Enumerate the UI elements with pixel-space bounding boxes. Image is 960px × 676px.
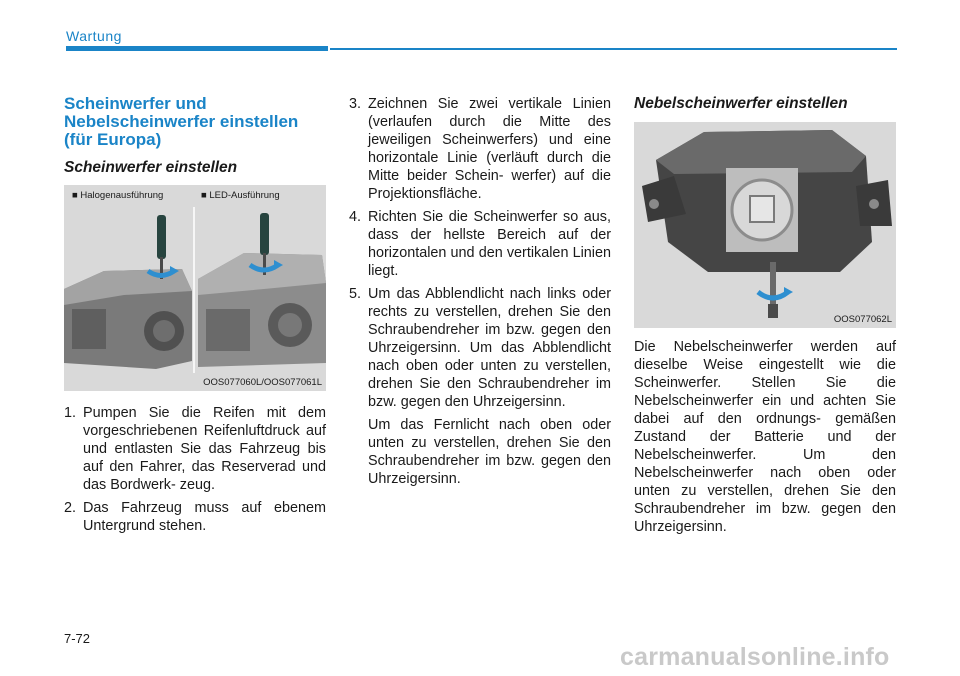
column-2 (349, 95, 611, 493)
steps-list-1 (64, 404, 326, 535)
step-text-continued: Um das Fernlicht nach oben oder unten zu verstellen, drehen Sie den Schraubendreher im bzw. gegen den Uhrzeigersinn. (368, 417, 611, 487)
step-number: 4. (349, 209, 362, 225)
list-item (349, 208, 611, 280)
figure-code: OOS077062L (833, 314, 892, 325)
list-item (64, 404, 326, 494)
section-label: Wartung (66, 28, 122, 44)
watermark: carmanualsonline.info (620, 643, 890, 671)
subsection-title-foglight: Nebelscheinwerfer einstellen (634, 95, 848, 112)
column-3 (634, 95, 896, 536)
step-text: Richten Sie die Scheinwerfer so aus, dass der hellste Bereich auf der horizontalen und den vertikalen Linien liegt. (368, 209, 611, 279)
headlight-illustration (64, 185, 326, 391)
list-item (349, 95, 611, 203)
section-title: Scheinwerfer und Nebelscheinwerfer einstellen (für Europa) (64, 94, 299, 149)
foglight-text: Die Nebelscheinwerfer werden auf dieselbe Weise eingestellt wie die Scheinwerfer. Stellen Sie die Nebelscheinwerfer ein und achten Sie dabei auf den ordnungs- gemäßen Zustand der Batterie und der Nebelscheinwerfer. Um den Nebelscheinwerfer nach oben oder unten zu verstellen, drehen Sie den Schraubendreher im bzw. gegen den Uhrzeigersinn. (634, 339, 896, 535)
subsection-title-headlight: Scheinwerfer einstellen (64, 159, 238, 176)
step-text: Um das Abblendlicht nach links oder rechts zu verstellen, drehen Sie den Schraubendreher im bzw. gegen den Uhrzeigersinn. Um das Abblendlicht nach oben oder unten zu verstellen, drehen Sie den Schraubendreher im bzw. gegen den Uhrzeigersinn. (368, 286, 611, 410)
figure-caption-halogen: ■ Halogenausführung (72, 190, 164, 201)
step-text: Pumpen Sie die Reifen mit dem vorgeschriebenen Reifenluftdruck auf und entlasten Sie das Fahrzeug bis auf den Fahrer, das Reserverad und das Bordwerk- zeug. (83, 405, 326, 493)
list-item (64, 499, 326, 535)
steps-list-2 (349, 95, 611, 488)
foglight-figure (634, 122, 896, 328)
headlight-figure (64, 185, 326, 391)
figure-code: OOS077060L/OOS077061L (203, 377, 322, 388)
foglight-illustration (634, 122, 896, 328)
step-text: Zeichnen Sie zwei vertikale Linien (verlaufen durch die Mitte des jeweiligen Scheinwerfers) und eine horizontale Linie (verläuft durch die Mitte beider Schein- werfer) auf die Projektionsfläche. (368, 96, 611, 202)
figure-caption-led: ■ LED-Ausführung (201, 190, 280, 201)
header-rule (330, 48, 897, 50)
column-1 (64, 95, 326, 540)
step-number: 5. (349, 286, 362, 302)
header-rule-accent (66, 46, 328, 51)
page-number: 7-72 (64, 631, 91, 646)
step-number: 2. (64, 500, 77, 516)
step-number: 3. (349, 96, 362, 112)
list-item (349, 285, 611, 488)
step-text: Das Fahrzeug muss auf ebenem Untergrund stehen. (83, 500, 326, 534)
step-number: 1. (64, 405, 77, 421)
